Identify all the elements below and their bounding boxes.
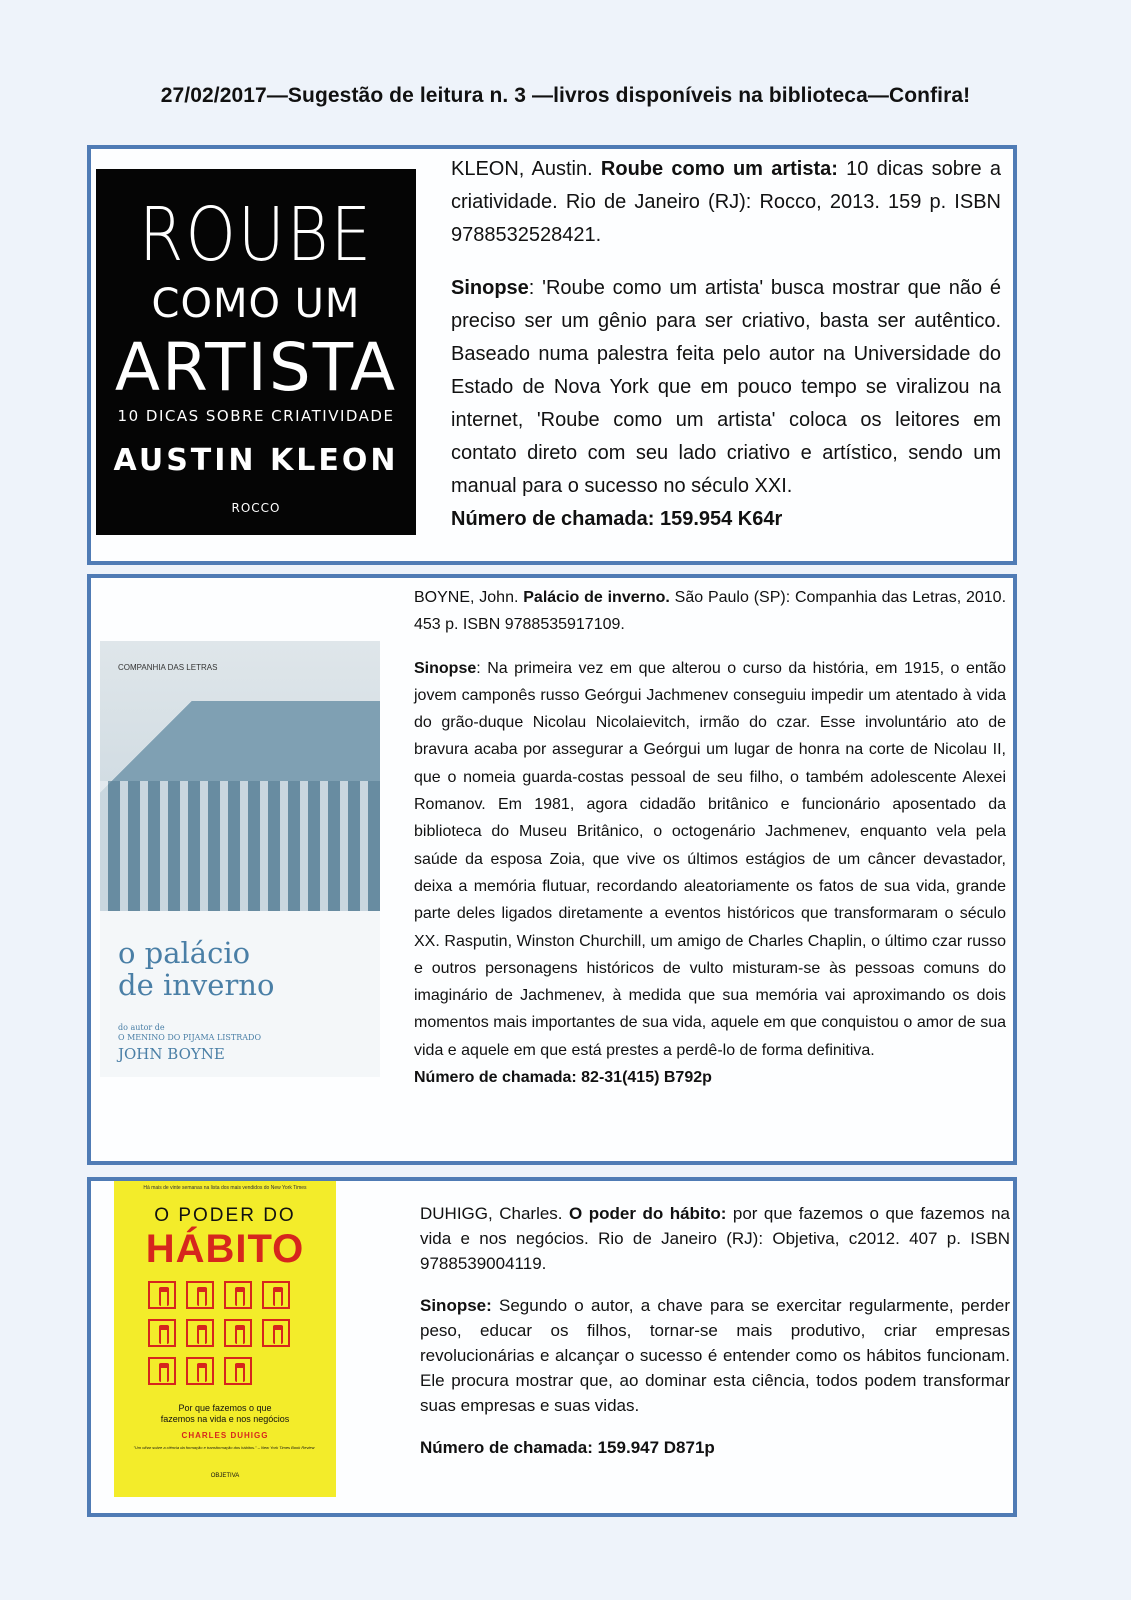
walking-figure-icon	[262, 1281, 290, 1309]
book-card-palacio-de-inverno	[87, 574, 1017, 1165]
synopsis-label: Sinopse	[414, 659, 477, 677]
walking-figure-icon	[262, 1319, 290, 1347]
synopsis-label: Sinopse:	[420, 1296, 492, 1315]
cover-author: JOHN BOYNE	[118, 1045, 225, 1063]
synopsis-text: : 'Roube como um artista' busca mostrar que não é preciso ser um gênio para ser criativo, basta ser autêntico. Baseado numa palestra feita pelo autor na Universidade do Estado de Nova York que em pouco tempo se viralizou na internet, 'Roube como um artista' coloca os leitores em contato direto com seu lado criativo e artístico, sendo um manual para o sucesso no século XXI.	[451, 277, 1001, 497]
ref-details: São Paulo (SP): Companhia das Letras, 2010. 453 p. ISBN 9788535917109.	[414, 589, 1007, 634]
walking-figure-icon	[148, 1357, 176, 1385]
cover-title-line: O PODER DO	[154, 1205, 296, 1226]
ref-title: Roube como um artista:	[600, 158, 838, 180]
cover-subtitle: 10 DICAS SOBRE CRIATIVIDADE	[117, 407, 395, 425]
book-description	[451, 153, 1001, 536]
ref-author: BOYNE, John.	[414, 589, 524, 606]
book-description	[420, 1201, 1010, 1460]
walking-figure-icon	[186, 1357, 214, 1385]
book-cover-o-poder-do-habito	[114, 1181, 336, 1497]
cover-title-line: HÁBITO	[145, 1227, 305, 1271]
book-card-roube-como-um-artista	[87, 145, 1017, 565]
cover-top-note: Há mais de vinte semanas na lista dos mais vendidos do New York Times	[143, 1185, 307, 1191]
ref-title: O poder do hábito:	[569, 1204, 727, 1223]
ref-author: DUHIGG, Charles.	[420, 1204, 570, 1223]
cover-author: CHARLES DUHIGG	[181, 1431, 269, 1440]
book-reference	[420, 1201, 1010, 1276]
walking-figure-icon	[186, 1319, 214, 1347]
book-cover-palacio-de-inverno	[100, 641, 380, 1077]
cover-palace-windows	[100, 781, 380, 911]
walking-figure-icon	[186, 1281, 214, 1309]
book-reference	[451, 153, 1001, 252]
ref-title: Palácio de inverno.	[523, 589, 670, 606]
cover-quote: "Um olhar sobre a ciência da formação e transformação dos hábitos." – New York Times Book Review	[133, 1445, 315, 1450]
walking-figure-icon	[224, 1281, 252, 1309]
cover-tagline: do autor de O MENINO DO PIJAMA LISTRADO	[118, 1023, 262, 1042]
cover-author: AUSTIN KLEON	[113, 443, 399, 478]
call-number: Número de chamada: 82-31(415) B792p	[414, 1069, 712, 1087]
cover-publisher: OBJETIVA	[210, 1473, 240, 1479]
book-cover-roube-como-um-artista	[96, 169, 416, 535]
ref-details: 10 dicas sobre a criatividade. Rio de Janeiro (RJ): Rocco, 2013. 159 p. ISBN 9788532528421.	[451, 158, 1001, 246]
cover-title-line: COMO UM	[151, 281, 361, 327]
synopsis-text: : Na primeira vez em que alterou o curso da história, em 1915, o então jovem camponês russo Geórgui Jachmenev conseguiu impedir um atentado à vida do grão-duque Nicolau Nicolaievitch, irmão do czar. Esse involuntário ato de bravura acaba por assegurar a Geórgui um lugar de honra na corte de Nicolau II, que o nomeia guarda-costas pessoal de seu filho, o também adolescente Alexei Romanov. Em 1981, agora cidadão britânico e funcionário aposentado da biblioteca do Museu Britânico, o octogenário Jachmenev, enquanto vela pela saúde da esposa Zoia, que vive os últimos estágios de um câncer devastador, deixa a memória flutuar, recordando aleatoriamente os fatos de sua vida, grande parte deles ligados diretamente a eventos históricos que transformaram o século XX. Rasputin, Winston Churchill, um amigo de Charles Chaplin, o último czar russo e outros personagens históricos de vulto misturam-se às pessoas comuns do imaginário de Jachmenev, à medida que sua memória vai aproximando os dois momentos mais importantes de sua vida, aquele em que conquistou o amor de sua vida e aquele em que está prestes a perdê-lo de forma definitiva.	[414, 659, 1006, 1059]
cover-subtitle: Por que fazemos o que fazemos na vida e nos negócios	[160, 1403, 290, 1424]
call-number: Número de chamada: 159.954 K64r	[451, 508, 783, 530]
cover-title-line: ROUBE	[138, 193, 374, 279]
walking-figure-icon	[148, 1281, 176, 1309]
book-synopsis	[420, 1293, 1010, 1418]
cover-title-line: ARTISTA	[114, 329, 398, 406]
synopsis-text: Segundo o autor, a chave para se exercitar regularmente, perder peso, educar os filhos, tornar-se mais produtivo, criar empresas revolucionárias e alcançar o sucesso é entender como os hábitos funcionam. Ele procura mostrar que, ao dominar esta ciência, todos podem transformar suas empresas e suas vidas.	[420, 1296, 1010, 1415]
ref-details: por que fazemos o que fazemos na vida e nos negócios. Rio de Janeiro (RJ): Objetiva, c2012. 407 p. ISBN 9788539004119.	[420, 1204, 1010, 1273]
call-number: Número de chamada: 159.947 D871p	[420, 1438, 715, 1457]
page-title: 27/02/2017—Sugestão de leitura n. 3 —livros disponíveis na biblioteca—Confira!	[160, 84, 971, 107]
ref-author: KLEON, Austin.	[451, 158, 601, 180]
walking-figure-icon	[224, 1357, 252, 1385]
cover-publisher: ROCCO	[231, 501, 281, 515]
book-synopsis	[414, 655, 1006, 1064]
cover-habit-grid	[148, 1281, 298, 1389]
book-reference	[414, 584, 1006, 639]
walking-figure-icon	[148, 1319, 176, 1347]
walking-figure-icon	[224, 1319, 252, 1347]
cover-publisher: COMPANHIA DAS LETRAS	[118, 663, 218, 672]
cover-title: o palácio de inverno	[118, 936, 275, 1002]
book-synopsis	[451, 272, 1001, 503]
synopsis-label: Sinopse	[451, 277, 529, 299]
book-card-o-poder-do-habito	[87, 1177, 1017, 1517]
book-description	[414, 584, 1006, 1091]
